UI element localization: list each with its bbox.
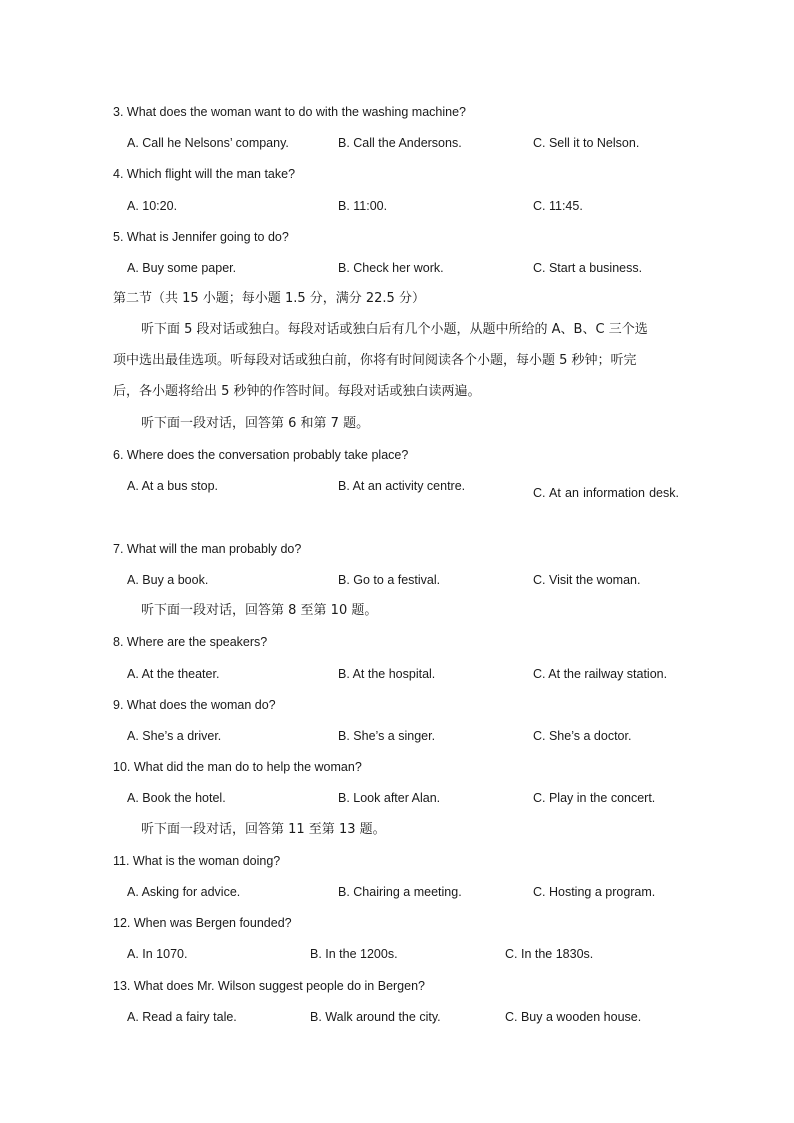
q4-option-c: C. 11:45. — [533, 199, 583, 213]
q6-option-c: C. At an information desk. — [533, 486, 679, 500]
q5-option-c: C. Start a business. — [533, 261, 643, 275]
q13-option-c: C. Buy a wooden house. — [505, 1010, 642, 1024]
question-11: 11. What is the woman doing? — [113, 854, 281, 868]
dialog-intro-6-7: 听下面一段对话，回答第 6 和第 7 题。 — [141, 416, 370, 431]
q8-option-b: B. At the hospital. — [338, 667, 436, 681]
question-5: 5. What is Jennifer going to do? — [113, 230, 289, 244]
instructions-line-2: 项中选出最佳选项。听每段对话或独白前，你将有时间阅读各个小题，每小题 5 秒钟；听完 — [113, 353, 637, 368]
q3-option-b: B. Call the Andersons. — [338, 136, 462, 150]
q10-option-a: A. Book the hotel. — [127, 791, 226, 805]
q9-option-b: B. She’s a singer. — [338, 729, 436, 743]
q5-option-b: B. Check her work. — [338, 261, 444, 275]
q3-option-c: C. Sell it to Nelson. — [533, 136, 640, 150]
q12-option-c: C. In the 1830s. — [505, 947, 594, 961]
question-10: 10. What did the man do to help the woman? — [113, 760, 362, 774]
q7-option-b: B. Go to a festival. — [338, 573, 441, 587]
instructions-line-1: 听下面 5 段对话或独白。每段对话或独白后有几个小题，从题中所给的 A、B、C 三个选 — [141, 322, 648, 337]
question-12: 12. When was Bergen founded? — [113, 916, 292, 930]
dialog-intro-8-10: 听下面一段对话，回答第 8 至第 10 题。 — [141, 603, 378, 618]
q11-option-a: A. Asking for advice. — [127, 885, 241, 899]
q12-option-b: B. In the 1200s. — [310, 947, 398, 961]
q9-option-a: A. She’s a driver. — [127, 729, 222, 743]
q8-option-a: A. At the theater. — [127, 667, 220, 681]
q8-option-c: C. At the railway station. — [533, 667, 668, 681]
question-4: 4. Which flight will the man take? — [113, 167, 296, 181]
q6-option-b: B. At an activity centre. — [338, 479, 466, 493]
question-6: 6. Where does the conversation probably take place? — [113, 448, 409, 462]
q4-option-b: B. 11:00. — [338, 199, 388, 213]
dialog-intro-11-13: 听下面一段对话，回答第 11 至第 13 题。 — [141, 822, 386, 837]
question-8: 8. Where are the speakers? — [113, 635, 268, 649]
q9-option-c: C. She’s a doctor. — [533, 729, 632, 743]
q12-option-a: A. In 1070. — [127, 947, 188, 961]
question-9: 9. What does the woman do? — [113, 698, 276, 712]
question-13: 13. What does Mr. Wilson suggest people do in Bergen? — [113, 979, 425, 993]
question-7: 7. What will the man probably do? — [113, 542, 302, 556]
question-3: 3. What does the woman want to do with the washing machine? — [113, 105, 466, 119]
q7-option-c: C. Visit the woman. — [533, 573, 641, 587]
q10-option-c: C. Play in the concert. — [533, 791, 656, 805]
q10-option-b: B. Look after Alan. — [338, 791, 441, 805]
q11-option-b: B. Chairing a meeting. — [338, 885, 462, 899]
q13-option-b: B. Walk around the city. — [310, 1010, 441, 1024]
q6-option-a: A. At a bus stop. — [127, 479, 219, 493]
q5-option-a: A. Buy some paper. — [127, 261, 237, 275]
q13-option-a: A. Read a fairy tale. — [127, 1010, 237, 1024]
instructions-line-3: 后，各小题将给出 5 秒钟的作答时间。每段对话或独白读两遍。 — [113, 384, 481, 399]
q3-option-a: A. Call he Nelsons’ company. — [127, 136, 289, 150]
q4-option-a: A. 10:20. — [127, 199, 178, 213]
q7-option-a: A. Buy a book. — [127, 573, 209, 587]
q11-option-c: C. Hosting a program. — [533, 885, 656, 899]
section-2-heading: 第二节（共 15 小题；每小题 1.5 分，满分 22.5 分） — [113, 291, 425, 306]
